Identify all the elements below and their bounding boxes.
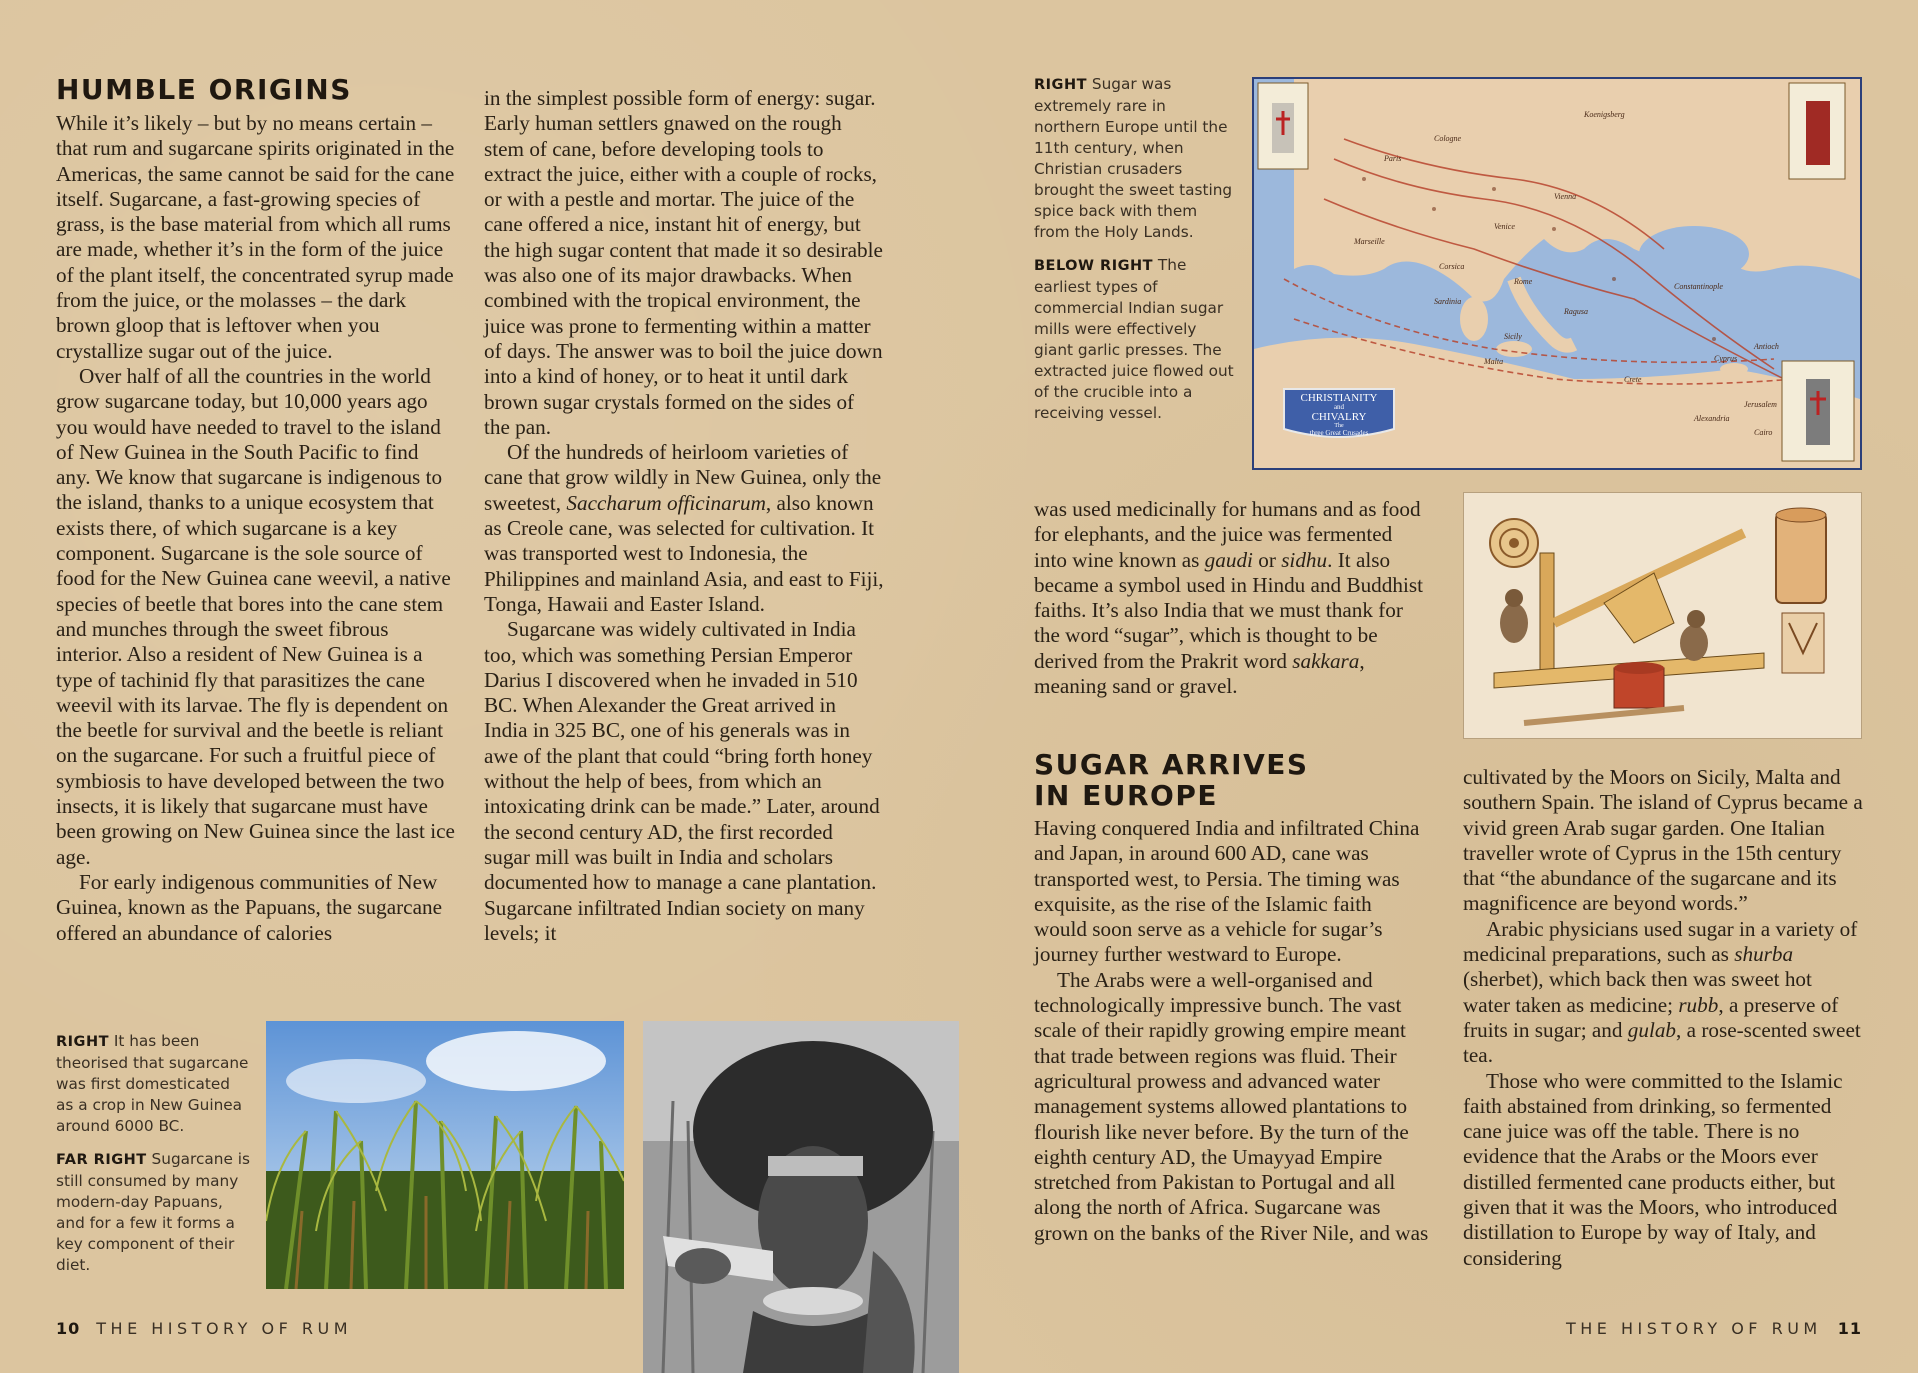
running-title: THE HISTORY OF RUM (1565, 1319, 1822, 1338)
map-label: Cairo (1754, 428, 1773, 437)
right-top-captions (1034, 74, 1234, 424)
section-heading-humble-origins: HUMBLE ORIGINS (56, 73, 352, 106)
paragraph: Having conquered India and infiltrated China and Japan, in around 600 AD, cane was transported west, to Persia. The timing was exquisite, as the rise of the Islamic faith would soon serve as a vehicle for sugar’s journey further westward to Europe. (1034, 816, 1420, 967)
left-captions (56, 1031, 252, 1276)
caption-sugarcane: RIGHT It has been theorised that sugarcane was first domesticated as a crop in New Guinea around 6000 BC. (56, 1032, 249, 1135)
map-label: Corsica (1439, 262, 1465, 271)
map-cartouche-line: CHIVALRY (1311, 411, 1367, 423)
left-column-1 (56, 111, 456, 946)
map-label: Koenigsberg (1584, 110, 1625, 119)
left-footer (56, 1319, 352, 1338)
paragraph: The Arabs were a well-organised and technologically impressive bunch. The vast scale of their rapidly growing empire meant that trade between regions was fluid. Their agricultural prowess and advanced water management systems allowed plantations to flourish like never before. By the turn of the eighth century AD, the Umayyad Empire stretched from Pakistan to Portugal and all along the north of Africa. Sugarcane was grown on the banks of the River Nile, and was (1034, 967, 1429, 1245)
paragraph: For early indigenous communities of New Guinea, known as the Papuans, the sugarcane offered an abundance of calories (56, 869, 442, 945)
page-number: 10 (56, 1319, 81, 1338)
crusades-map (1252, 77, 1862, 470)
left-column-2 (484, 86, 884, 946)
map-label: Antioch (1754, 342, 1779, 351)
paragraph: Those who were committed to the Islamic faith abstained from drinking, so fermented cane juice was off the table. There is no evidence that the Arabs or the Moors ever distilled fermented cane products either, but given that it was the Moors, who introduced distillation to Europe by way of Italy, and considering (1463, 1068, 1843, 1270)
sugarcane-photo (266, 1021, 624, 1289)
right-column-1-top (1034, 497, 1429, 699)
map-label: Rome (1514, 277, 1533, 286)
paragraph: While it’s likely – but by no means certain – that rum and sugarcane spirits originated in the Americas, the same cannot be said for the cane itself. Sugarcane, a fast-growing species of grass, is the base material from which all rums are made, whether it’s in the form of the juice of the plant itself, the concentrated syrup made from the juice, or the molasses – the dark brown gloop that is leftover when you crystallize sugar out of the juice. (56, 111, 455, 363)
map-label: Cologne (1434, 134, 1462, 143)
page-number: 11 (1837, 1319, 1862, 1338)
paragraph: was used medicinally for humans and as food for elephants, and the juice was fermented into wine known as gaudi or sidhu. It also became a symbol used in Hindu and Buddhist faiths. It’s also India that we must thank for the word “sugar”, which is thought to be derived from the Prakrit word sakkara, meaning sand or gravel. (1034, 497, 1423, 699)
caption-crusades-map: RIGHT Sugar was extremely rare in northern Europe until the 11th century, when Christian crusaders brought the sweet tasting spice back with them from the Holy Lands. (1034, 75, 1233, 241)
caption-papuan: FAR RIGHT Sugarcane is still consumed by many modern-day Papuans, and for a few it forms a key component of their diet. (56, 1150, 250, 1274)
map-label: Paris (1384, 154, 1402, 163)
map-label: Crete (1624, 375, 1642, 384)
map-label: Sardinia (1434, 297, 1462, 306)
running-title: THE HISTORY OF RUM (96, 1319, 353, 1338)
map-cartouche-line: The (1334, 423, 1344, 429)
right-footer (1566, 1319, 1862, 1338)
section-heading-sugar-arrives (1034, 749, 1414, 811)
papuan-man-photo (643, 1021, 959, 1373)
map-label: Marseille (1354, 237, 1385, 246)
map-cartouche-line: CHRISTIANITY (1300, 392, 1378, 404)
map-label: Cyprus (1714, 354, 1738, 363)
caption-sugar-mill: BELOW RIGHT The earliest types of commercial Indian sugar mills were effectively giant garlic presses. The extracted juice flowed out of the crucible into a receiving vessel. (1034, 256, 1234, 422)
right-column-2 (1463, 765, 1863, 1271)
paragraph: Arabic physicians used sugar in a variety of medicinal preparations, such as shurba (sherbet), which back then was sweet hot water taken as medicine; rubb, a preserve of fruits in sugar; and gulab, a rose-scented sweet tea. (1463, 916, 1861, 1068)
paragraph: in the simplest possible form of energy: sugar. Early human settlers gnawed on the rough stem of cane, before developing tools to extract the juice, either with a couple of rocks, or with a pestle and mortar. The juice of the cane offered a nice, instant hit of energy, but the high sugar content that made it so desirable was also one of its major drawbacks. When combined with the tropical environment, the juice was prone to fermenting within a matter of days. The answer was to boil the juice down into a kind of honey, or to heat it until dark brown sugar crystals formed on the sides of the pan. (484, 86, 883, 439)
paragraph: cultivated by the Moors on Sicily, Malta and southern Spain. The island of Cyprus became a vivid green Arab sugar garden. One Italian traveller wrote of Cyprus in the 15th century that “the abundance of the sugarcane and its magnificence are beyond words.” (1463, 765, 1863, 916)
map-cartouche-line: three Great Crusades (1309, 429, 1369, 437)
map-label: Alexandria (1694, 414, 1730, 423)
map-label: Sicily (1504, 332, 1522, 341)
heading-line: IN EUROPE (1034, 779, 1218, 812)
map-label: Jerusalem (1744, 400, 1777, 409)
map-label: Constantinople (1674, 282, 1723, 291)
paragraph: Of the hundreds of heirloom varieties of cane that grow wildly in New Guinea, only the sweetest, Saccharum officinarum, also known as Creole cane, was selected for cultivation. It was transported west to Indonesia, the Philippines and mainland Asia, and east to Fiji, Tonga, Hawaii and Easter Island. (484, 440, 884, 616)
sugar-mill-illustration (1463, 492, 1862, 739)
map-label: Venice (1494, 222, 1515, 231)
heading-line: SUGAR ARRIVES (1034, 748, 1309, 781)
paragraph: Over half of all the countries in the world grow sugarcane today, but 10,000 years ago you would have needed to travel to the island of New Guinea in the South Pacific to find any. We know that sugarcane is indigenous to the island, thanks to a unique ecosystem that exists there, of which sugarcane is a key component. Sugarcane is the sole source of food for the New Guinea cane weevil, a native species of beetle that bores into the cane stem and munches through the sweet fibrous interior. Also a resident of New Guinea is a type of tachinid fly that parasitizes the cane weevil with its larvae. The fly is dependent on the beetle for survival and the beetle is reliant on the sugarcane. For such a fruitful piece of symbiosis to have developed between the two insects, it is likely that sugarcane must have been growing on New Guinea since the last ice age. (56, 363, 455, 869)
map-label: Malta (1484, 357, 1504, 366)
paragraph: Sugarcane was widely cultivated in India too, which was something Persian Emperor Darius I discovered when he invaded in 510 BC. When Alexander the Great arrived in India in 325 BC, one of his generals was in awe of the plant that could “bring forth honey without the help of bees, from which an intoxicating drink can be made.” Later, around the second century AD, the first recorded sugar mill was built in India and scholars documented how to manage a cane plantation. Sugarcane infiltrated Indian society on many levels; it (484, 617, 880, 945)
map-label: Vienna (1554, 192, 1577, 201)
right-column-1-bottom (1034, 816, 1429, 1246)
map-label: Ragusa (1564, 307, 1588, 316)
map-cartouche-line: and (1333, 403, 1345, 411)
